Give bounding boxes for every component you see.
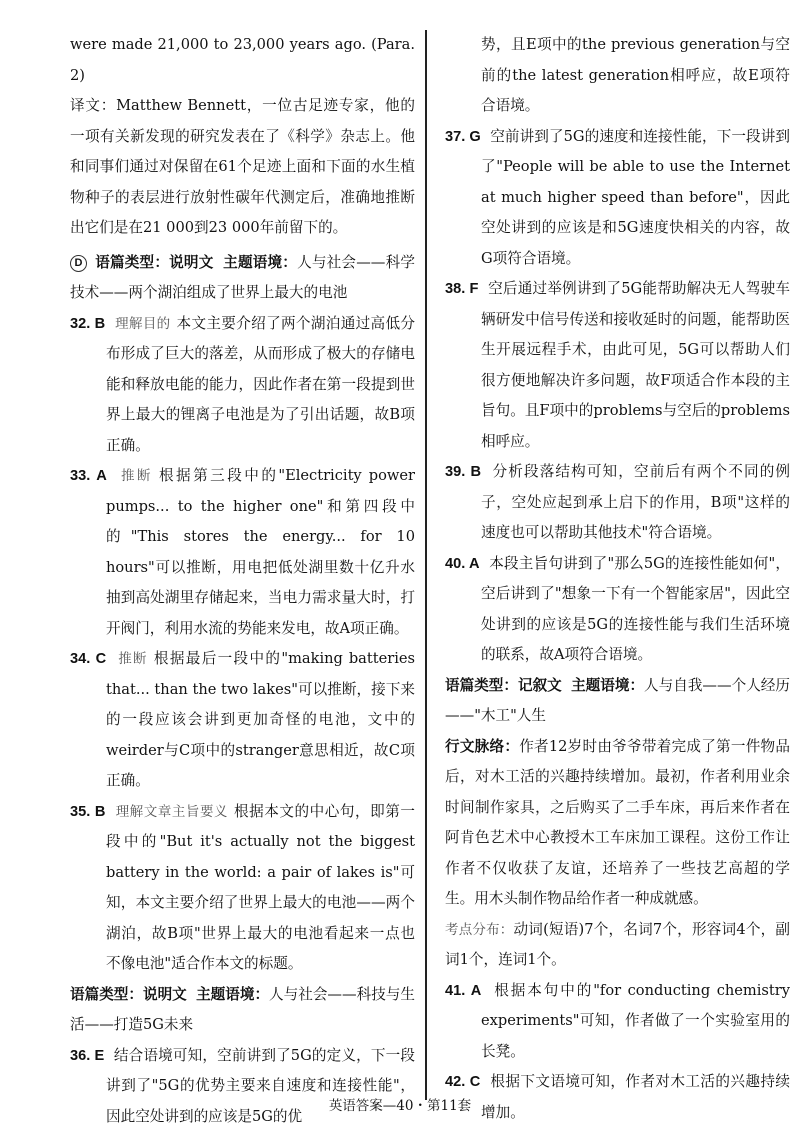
- answer-35-text: 根据本文的中心句，即第一段中的"But it's actually not the biggest battery in the world: a pair of lakes is"可知，本文主要介绍了世界上最大的电池——两个湖泊，故B项"世界上最大的电池看起来一点也不像电池"适合作本文的标题。: [106, 802, 415, 972]
- section-d-mark: D: [70, 255, 87, 272]
- intro-line: were made 21,000 to 23,000 years ago. (Para. 2): [70, 36, 415, 84]
- answer-41-number: 41. A: [445, 982, 482, 999]
- answer-37: [445, 122, 790, 275]
- answer-38: [445, 274, 790, 457]
- answer-36: [70, 1041, 415, 1132]
- answer-33-label: 推断: [121, 468, 153, 483]
- section-e-type-value: 说明文: [142, 986, 187, 1003]
- answer-38-text: 空后通过举例讲到了5G能帮助解决无人驾驶车辆研发中信号传送和接收延时的问题，能帮助医生开展远程手术，由此可见，5G可以帮助人们很方便地解决许多问题，故F项适合作本段的主旨句。且F项中的problems与空后的problems相呼应。: [481, 280, 790, 450]
- section-d-theme-value: 人与社会——科学技术——两个湖泊组成了世界上最大的电池: [70, 253, 415, 301]
- section-d-theme-label: 主题语境：: [223, 254, 298, 271]
- answer-40-number: 40. A: [445, 555, 480, 572]
- right-column: [445, 30, 790, 1128]
- answer-42-number: 42. C: [445, 1074, 481, 1090]
- distribution-paragraph: [445, 915, 790, 976]
- answer-37-text: 空前讲到了5G的速度和连接性能，下一段讲到了"People will be able to use the Internet at much higher speed than before"，因此空处讲到的应该是和5G速度快相关的内容，故G项符合语境。: [481, 127, 790, 267]
- answer-33: [70, 461, 415, 644]
- answer-35-label: 理解文章主旨要义: [115, 803, 229, 819]
- outline-label: 行文脉络：: [445, 738, 520, 755]
- answer-36-text: 结合语境可知，空前讲到了5G的定义，下一段讲到了"5G的优势主要来自速度和连接性能"，因此空处讲到的应该是5G的优: [106, 1046, 415, 1125]
- outline-text: 作者12岁时由爷爷带着完成了第一件物品后，对木工活的兴趣持续增加。最初，作者利用业余时间制作家具，之后购买了二手车床，再后来作者在阿肯色艺术中心教授木工车床加工课程。这份工作让作者不仅收获了友谊，还培养了一些技艺高超的学生。用木头制作物品给作者一种成就感。: [445, 737, 790, 907]
- section-f-theme-label: 主题语境：: [571, 677, 645, 694]
- section-d-header: [70, 248, 415, 309]
- answer-32-number: 32. B: [70, 315, 106, 332]
- answer-35: [70, 797, 415, 980]
- answer-35-number: 35. B: [70, 803, 106, 820]
- column-divider: [425, 30, 427, 1100]
- answer-40-text: 本段主旨句讲到了"那么5G的连接性能如何"，空后讲到了"想象一下有一个智能家居"，因此空处讲到的应该是5G的连接性能与我们生活环境的联系，故A项符合语境。: [481, 554, 790, 663]
- answer-40: [445, 549, 790, 671]
- answer-39: [445, 457, 790, 549]
- answer-32-text: 本文主要介绍了两个湖泊通过高低分布形成了巨大的落差，从而形成了极大的存储电能和释放电能的能力，因此作者在第一段提到世界上最大的锂离子电池是为了引出话题，故B项正确。: [106, 314, 416, 454]
- section-f-theme-value: 人与自我——个人经历——"木工"人生: [445, 676, 790, 724]
- outline-paragraph: [445, 732, 790, 915]
- section-e-theme-label: 主题语境：: [196, 986, 270, 1003]
- answer-36-continued: 势，且E项中的the previous generation与空前的the latest generation相呼应，故E项符合语境。: [481, 36, 790, 114]
- answer-41: [445, 976, 790, 1068]
- left-column: [70, 30, 415, 1132]
- section-f-header: [445, 671, 790, 732]
- answer-37-number: 37. G: [445, 128, 481, 145]
- translation-paragraph: 译文：Matthew Bennett，一位古足迹专家，他的一项有关新发现的研究发表在了《科学》杂志上。他和同事们通过对保留在61个足迹上面和下面的水生植物种子的表层进行放射性碳年代测定后，准确地推断出它们是在21 000到23 000年前留下的。: [70, 97, 415, 236]
- section-f-type-value: 记叙文: [517, 677, 562, 694]
- distribution-text: 动词(短语)7个，名词7个，形容词4个，副词1个，连词1个。: [445, 920, 791, 968]
- answer-38-number: 38. F: [445, 281, 479, 297]
- answer-41-text: 根据本句中的"for conducting chemistry experiments"可知，作者做了一个实验室用的长凳。: [481, 981, 790, 1060]
- section-f-type-label: 语篇类型：: [445, 677, 518, 694]
- section-d-type-label: 语篇类型：: [95, 254, 170, 271]
- section-e-header: [70, 980, 415, 1041]
- answer-33-number: 33. A: [70, 468, 107, 484]
- answer-32: [70, 309, 415, 462]
- answer-34-number: 34. C: [70, 651, 107, 667]
- answer-34: [70, 644, 415, 797]
- distribution-label: 考点分布：: [445, 921, 514, 937]
- answer-42-text: 根据下文语境可知，作者对木工活的兴趣持续增加。: [481, 1073, 790, 1121]
- answer-34-text: 根据最后一段中的"making batteries that... than the two lakes"可以推断，接下来的一段应该会讲到更加奇怪的电池，文中的weirder与C项中的stranger意思相近，故C项正确。: [106, 650, 416, 789]
- answer-36-number: 36. E: [70, 1047, 105, 1064]
- answer-33-text: 根据第三段中的"Electricity power pumps... to the higher one"和第四段中的"This stores the energy... for 10 hours"可以推断，用电把低处湖里数十亿升水抽到高处湖里存储起来，当电力需求量大时，打开阀门，利用水流的势能来发电，故A项正确。: [106, 467, 416, 637]
- page-footer: 英语答案—40・第11套: [328, 1098, 472, 1114]
- section-e-theme-value: 人与社会——科技与生活——打造5G未来: [70, 985, 415, 1033]
- answer-32-label: 理解目的: [115, 315, 171, 331]
- section-e-type-label: 语篇类型：: [70, 986, 143, 1003]
- answer-34-label: 推断: [118, 651, 148, 666]
- answer-39-number: 39. B: [445, 464, 482, 480]
- answer-39-text: 分析段落结构可知，空前后有两个不同的例子，空处应起到承上启下的作用，B项"这样的速度也可以帮助其他技术"符合语境。: [481, 463, 790, 541]
- section-d-type-value: 说明文: [169, 254, 214, 271]
